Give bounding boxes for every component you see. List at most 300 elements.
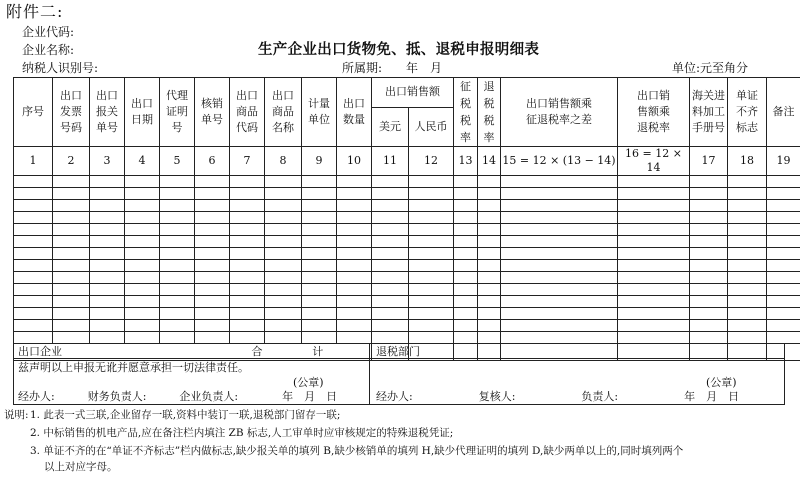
table-cell[interactable] <box>160 224 195 236</box>
table-cell[interactable] <box>728 224 767 236</box>
table-cell[interactable] <box>302 308 337 320</box>
table-cell[interactable] <box>160 296 195 308</box>
table-cell[interactable] <box>409 284 454 296</box>
table-cell[interactable] <box>90 284 125 296</box>
table-cell[interactable] <box>767 224 800 236</box>
table-cell[interactable] <box>690 188 728 200</box>
table-cell[interactable] <box>728 212 767 224</box>
table-cell[interactable] <box>195 296 230 308</box>
table-cell[interactable] <box>372 176 409 188</box>
table-cell[interactable] <box>14 284 53 296</box>
table-cell[interactable] <box>230 200 265 212</box>
table-cell[interactable] <box>53 248 90 260</box>
table-cell[interactable] <box>618 176 690 188</box>
table-cell[interactable] <box>501 320 618 332</box>
table-cell[interactable] <box>337 284 372 296</box>
table-cell[interactable] <box>302 236 337 248</box>
table-cell[interactable] <box>478 212 501 224</box>
table-cell[interactable] <box>454 224 478 236</box>
table-cell[interactable] <box>618 320 690 332</box>
table-cell[interactable] <box>160 212 195 224</box>
table-cell[interactable] <box>618 296 690 308</box>
table-cell[interactable] <box>195 224 230 236</box>
table-cell[interactable] <box>337 272 372 284</box>
table-cell[interactable] <box>372 200 409 212</box>
table-cell[interactable] <box>14 176 53 188</box>
table-cell[interactable] <box>478 200 501 212</box>
table-cell[interactable] <box>618 260 690 272</box>
table-cell[interactable] <box>728 320 767 332</box>
table-cell[interactable] <box>160 272 195 284</box>
table-cell[interactable] <box>478 176 501 188</box>
note-3-line-1: 3. 单证不齐的在“单证不齐标志”栏内做标志,缺少报关单的填列 B,缺少核销单的填列 H,缺少代理证明的填列 D,缺少两单以上的,同时填列两个 <box>30 445 684 457</box>
table-cell[interactable] <box>160 308 195 320</box>
table-cell[interactable] <box>409 200 454 212</box>
table-cell[interactable] <box>478 272 501 284</box>
table-cell[interactable] <box>372 188 409 200</box>
table-cell[interactable] <box>409 272 454 284</box>
table-cell[interactable] <box>454 176 478 188</box>
table-cell[interactable] <box>337 212 372 224</box>
table-cell[interactable] <box>337 320 372 332</box>
table-cell[interactable] <box>618 188 690 200</box>
table-row <box>14 308 800 320</box>
table-cell[interactable] <box>728 296 767 308</box>
table-cell[interactable] <box>409 188 454 200</box>
table-cell[interactable] <box>454 236 478 248</box>
table-cell[interactable] <box>14 200 53 212</box>
table-cell[interactable] <box>265 308 302 320</box>
table-cell[interactable] <box>265 284 302 296</box>
table-cell[interactable] <box>302 320 337 332</box>
table-cell[interactable] <box>90 308 125 320</box>
table-cell[interactable] <box>265 248 302 260</box>
table-cell[interactable] <box>337 332 372 344</box>
table-cell[interactable] <box>337 200 372 212</box>
table-cell[interactable] <box>90 260 125 272</box>
table-cell[interactable] <box>478 320 501 332</box>
table-cell[interactable] <box>454 188 478 200</box>
table-cell[interactable] <box>265 212 302 224</box>
table-cell[interactable] <box>14 236 53 248</box>
table-cell[interactable] <box>195 284 230 296</box>
table-cell[interactable] <box>372 332 409 344</box>
table-cell[interactable] <box>767 188 800 200</box>
table-cell[interactable] <box>454 248 478 260</box>
table-cell[interactable] <box>125 176 160 188</box>
table-cell[interactable] <box>160 200 195 212</box>
table-cell[interactable] <box>302 296 337 308</box>
table-cell[interactable] <box>454 308 478 320</box>
table-cell[interactable] <box>53 284 90 296</box>
table-cell[interactable] <box>125 296 160 308</box>
table-cell[interactable] <box>409 212 454 224</box>
table-cell[interactable] <box>125 320 160 332</box>
table-cell[interactable] <box>690 260 728 272</box>
table-cell[interactable] <box>230 248 265 260</box>
table-cell[interactable] <box>478 224 501 236</box>
table-cell[interactable] <box>409 176 454 188</box>
table-cell[interactable] <box>230 284 265 296</box>
header-line: 出口 <box>343 97 365 110</box>
table-cell[interactable] <box>618 212 690 224</box>
table-cell[interactable] <box>372 224 409 236</box>
table-cell[interactable] <box>409 248 454 260</box>
table-row <box>14 236 800 248</box>
table-cell[interactable] <box>728 248 767 260</box>
table-cell[interactable] <box>160 248 195 260</box>
table-cell[interactable] <box>618 308 690 320</box>
table-cell[interactable] <box>125 236 160 248</box>
header-line: 代码 <box>236 121 258 134</box>
table-cell[interactable] <box>501 236 618 248</box>
table-cell[interactable] <box>265 176 302 188</box>
table-cell[interactable] <box>230 224 265 236</box>
header-line: 序号 <box>22 105 44 118</box>
table-cell[interactable] <box>690 224 728 236</box>
table-cell[interactable] <box>302 212 337 224</box>
table-cell[interactable] <box>160 236 195 248</box>
table-cell[interactable] <box>337 248 372 260</box>
column-number: 3 <box>90 147 125 176</box>
table-cell[interactable] <box>53 260 90 272</box>
table-cell[interactable] <box>302 272 337 284</box>
table-cell[interactable] <box>690 272 728 284</box>
table-cell[interactable] <box>478 296 501 308</box>
table-cell[interactable] <box>14 272 53 284</box>
table-cell[interactable] <box>53 308 90 320</box>
table-cell[interactable] <box>195 248 230 260</box>
table-cell[interactable] <box>337 260 372 272</box>
table-cell[interactable] <box>454 260 478 272</box>
table-cell[interactable] <box>728 236 767 248</box>
header-line: 证明 <box>166 105 188 118</box>
table-cell[interactable] <box>372 248 409 260</box>
table-cell[interactable] <box>302 284 337 296</box>
table-cell[interactable] <box>90 272 125 284</box>
table-cell[interactable] <box>195 236 230 248</box>
header-line: 出口 <box>272 89 294 102</box>
table-cell[interactable] <box>478 260 501 272</box>
table-cell[interactable] <box>337 176 372 188</box>
table-cell[interactable] <box>53 176 90 188</box>
table-cell[interactable] <box>265 188 302 200</box>
table-cell[interactable] <box>372 236 409 248</box>
header-line: 税 <box>460 114 471 127</box>
header-line: 手册号 <box>692 121 725 134</box>
table-cell[interactable] <box>125 224 160 236</box>
table-cell[interactable] <box>302 332 337 344</box>
table-cell[interactable] <box>409 224 454 236</box>
header-line: 报关 <box>96 105 118 118</box>
table-cell[interactable] <box>14 308 53 320</box>
column-number: 15 = 12 × (13 − 14) <box>501 147 618 176</box>
table-cell[interactable] <box>767 320 800 332</box>
table-cell[interactable] <box>195 188 230 200</box>
table-cell[interactable] <box>501 296 618 308</box>
table-cell[interactable] <box>501 308 618 320</box>
header-line: 税 <box>460 97 471 110</box>
table-row <box>14 260 800 272</box>
table-cell[interactable] <box>195 212 230 224</box>
table-cell[interactable] <box>501 272 618 284</box>
header-line: 名称 <box>272 121 294 134</box>
table-cell[interactable] <box>501 260 618 272</box>
table-cell[interactable] <box>767 296 800 308</box>
table-cell[interactable] <box>767 212 800 224</box>
table-cell[interactable] <box>302 188 337 200</box>
table-cell[interactable] <box>90 332 125 344</box>
header-line: 出口 <box>131 97 153 110</box>
header-line: 号码 <box>60 121 82 134</box>
table-cell[interactable] <box>728 272 767 284</box>
table-cell[interactable] <box>618 284 690 296</box>
table-cell[interactable] <box>195 272 230 284</box>
table-cell[interactable] <box>265 224 302 236</box>
table-cell[interactable] <box>53 188 90 200</box>
table-cell[interactable] <box>618 224 690 236</box>
table-cell[interactable] <box>690 308 728 320</box>
table-cell[interactable] <box>265 296 302 308</box>
table-cell[interactable] <box>265 272 302 284</box>
table-cell[interactable] <box>454 320 478 332</box>
table-cell[interactable] <box>90 320 125 332</box>
table-cell[interactable] <box>90 236 125 248</box>
table-cell[interactable] <box>618 248 690 260</box>
table-cell[interactable] <box>265 260 302 272</box>
table-cell[interactable] <box>230 320 265 332</box>
header-line: 备注 <box>772 105 795 118</box>
table-cell[interactable] <box>454 200 478 212</box>
column-number: 6 <box>195 147 230 176</box>
table-cell[interactable] <box>90 224 125 236</box>
table-cell[interactable] <box>454 296 478 308</box>
table-cell[interactable] <box>14 248 53 260</box>
header-line: 退 <box>483 80 495 93</box>
company-code-label: 企业代码: <box>22 25 75 39</box>
table-cell[interactable] <box>337 188 372 200</box>
table-cell[interactable] <box>501 212 618 224</box>
table-cell[interactable] <box>125 272 160 284</box>
table-cell[interactable] <box>767 272 800 284</box>
header-customs <box>90 78 125 147</box>
table-cell[interactable] <box>372 308 409 320</box>
table-cell[interactable] <box>14 224 53 236</box>
table-cell[interactable] <box>90 200 125 212</box>
table-cell[interactable] <box>478 248 501 260</box>
table-cell[interactable] <box>767 200 800 212</box>
table-cell[interactable] <box>125 308 160 320</box>
table-cell[interactable] <box>53 272 90 284</box>
table-cell[interactable] <box>618 236 690 248</box>
header-line: 出口 <box>60 89 82 102</box>
table-cell[interactable] <box>230 188 265 200</box>
table-cell[interactable] <box>160 332 195 344</box>
header-line: 核销 <box>201 97 223 110</box>
table-cell[interactable] <box>372 320 409 332</box>
table-cell[interactable] <box>195 332 230 344</box>
unit-label: 单位:元至角分 <box>672 61 749 75</box>
table-cell[interactable] <box>14 320 53 332</box>
table-cell[interactable] <box>478 308 501 320</box>
table-cell[interactable] <box>195 200 230 212</box>
table-cell[interactable] <box>454 284 478 296</box>
table-cell[interactable] <box>501 332 618 344</box>
table-cell[interactable] <box>454 212 478 224</box>
table-cell[interactable] <box>728 200 767 212</box>
table-cell[interactable] <box>53 200 90 212</box>
table-cell[interactable] <box>302 200 337 212</box>
total-label-1: 合 <box>160 344 265 361</box>
table-cell[interactable] <box>409 320 454 332</box>
table-cell[interactable] <box>195 176 230 188</box>
table-cell[interactable] <box>690 236 728 248</box>
table-cell[interactable] <box>767 332 800 344</box>
table-row <box>14 212 800 224</box>
table-cell[interactable] <box>230 296 265 308</box>
table-cell[interactable] <box>160 260 195 272</box>
table-cell[interactable] <box>160 188 195 200</box>
table-cell[interactable] <box>501 248 618 260</box>
table-cell[interactable] <box>90 248 125 260</box>
table-cell[interactable] <box>690 320 728 332</box>
table-cell[interactable] <box>409 332 454 344</box>
table-cell[interactable] <box>125 200 160 212</box>
table-cell[interactable] <box>14 332 53 344</box>
table-cell[interactable] <box>501 176 618 188</box>
table-cell[interactable] <box>454 272 478 284</box>
table-cell[interactable] <box>53 236 90 248</box>
table-cell[interactable] <box>90 176 125 188</box>
table-cell[interactable] <box>690 176 728 188</box>
table-cell[interactable] <box>372 260 409 272</box>
table-cell[interactable] <box>690 296 728 308</box>
table-cell[interactable] <box>454 332 478 344</box>
table-cell[interactable] <box>337 224 372 236</box>
table-cell[interactable] <box>478 332 501 344</box>
table-cell[interactable] <box>501 224 618 236</box>
table-cell[interactable] <box>372 272 409 284</box>
table-cell[interactable] <box>767 260 800 272</box>
table-cell[interactable] <box>618 200 690 212</box>
table-cell[interactable] <box>409 260 454 272</box>
table-cell[interactable] <box>230 308 265 320</box>
table-cell[interactable] <box>125 212 160 224</box>
table-cell[interactable] <box>728 308 767 320</box>
table-cell[interactable] <box>125 332 160 344</box>
table-cell[interactable] <box>265 320 302 332</box>
table-cell[interactable] <box>728 188 767 200</box>
table-cell[interactable] <box>90 188 125 200</box>
table-cell[interactable] <box>728 260 767 272</box>
table-cell[interactable] <box>767 176 800 188</box>
table-cell[interactable] <box>501 284 618 296</box>
table-cell[interactable] <box>53 212 90 224</box>
table-cell[interactable] <box>409 296 454 308</box>
table-cell[interactable] <box>14 188 53 200</box>
table-cell[interactable] <box>230 272 265 284</box>
table-cell[interactable] <box>230 212 265 224</box>
table-cell[interactable] <box>372 212 409 224</box>
table-cell[interactable] <box>501 188 618 200</box>
table-cell[interactable] <box>302 176 337 188</box>
table-cell[interactable] <box>125 284 160 296</box>
table-cell[interactable] <box>125 248 160 260</box>
table-cell[interactable] <box>53 224 90 236</box>
table-cell[interactable] <box>372 296 409 308</box>
table-cell[interactable] <box>125 188 160 200</box>
table-cell[interactable] <box>160 284 195 296</box>
table-cell[interactable] <box>53 332 90 344</box>
table-cell[interactable] <box>690 200 728 212</box>
table-cell[interactable] <box>265 332 302 344</box>
table-cell[interactable] <box>90 296 125 308</box>
table-cell[interactable] <box>302 260 337 272</box>
table-row <box>14 272 800 284</box>
table-cell[interactable] <box>230 236 265 248</box>
table-cell[interactable] <box>501 200 618 212</box>
table-cell[interactable] <box>409 236 454 248</box>
table-cell[interactable] <box>337 296 372 308</box>
table-cell[interactable] <box>337 236 372 248</box>
table-cell[interactable] <box>618 272 690 284</box>
taxpayer-id-label: 纳税人识别号: <box>22 61 99 75</box>
table-cell[interactable] <box>767 236 800 248</box>
table-cell[interactable] <box>728 284 767 296</box>
table-cell[interactable] <box>728 332 767 344</box>
table-cell[interactable] <box>478 188 501 200</box>
table-cell[interactable] <box>230 260 265 272</box>
table-cell[interactable] <box>690 248 728 260</box>
header-line: 退税率 <box>637 121 670 134</box>
table-cell[interactable] <box>14 212 53 224</box>
table-cell[interactable] <box>728 176 767 188</box>
table-cell[interactable] <box>265 200 302 212</box>
table-cell[interactable] <box>195 308 230 320</box>
table-cell[interactable] <box>302 248 337 260</box>
table-cell[interactable] <box>690 332 728 344</box>
table-cell[interactable] <box>302 224 337 236</box>
declaration-text: 兹声明以上申报无讹并愿意承担一切法律责任。 <box>18 361 249 374</box>
table-cell[interactable] <box>53 296 90 308</box>
table-cell[interactable] <box>690 284 728 296</box>
column-number: 9 <box>302 147 337 176</box>
table-cell[interactable] <box>767 284 800 296</box>
table-cell[interactable] <box>160 320 195 332</box>
table-cell[interactable] <box>618 332 690 344</box>
table-cell[interactable] <box>53 320 90 332</box>
table-cell[interactable] <box>767 308 800 320</box>
table-cell[interactable] <box>230 332 265 344</box>
table-cell[interactable] <box>14 260 53 272</box>
table-cell[interactable] <box>767 248 800 260</box>
table-cell[interactable] <box>90 212 125 224</box>
table-cell[interactable] <box>125 260 160 272</box>
table-cell[interactable] <box>409 308 454 320</box>
table-cell[interactable] <box>337 308 372 320</box>
table-cell[interactable] <box>195 260 230 272</box>
table-cell[interactable] <box>195 320 230 332</box>
table-cell[interactable] <box>265 236 302 248</box>
table-cell[interactable] <box>14 296 53 308</box>
table-cell[interactable] <box>160 176 195 188</box>
note-1: 1. 此表一式三联,企业留存一联,资料中装订一联,退税部门留存一联; <box>30 409 341 421</box>
table-cell[interactable] <box>372 284 409 296</box>
table-cell[interactable] <box>230 176 265 188</box>
table-cell[interactable] <box>478 236 501 248</box>
table-cell[interactable] <box>690 212 728 224</box>
table-cell[interactable] <box>478 284 501 296</box>
